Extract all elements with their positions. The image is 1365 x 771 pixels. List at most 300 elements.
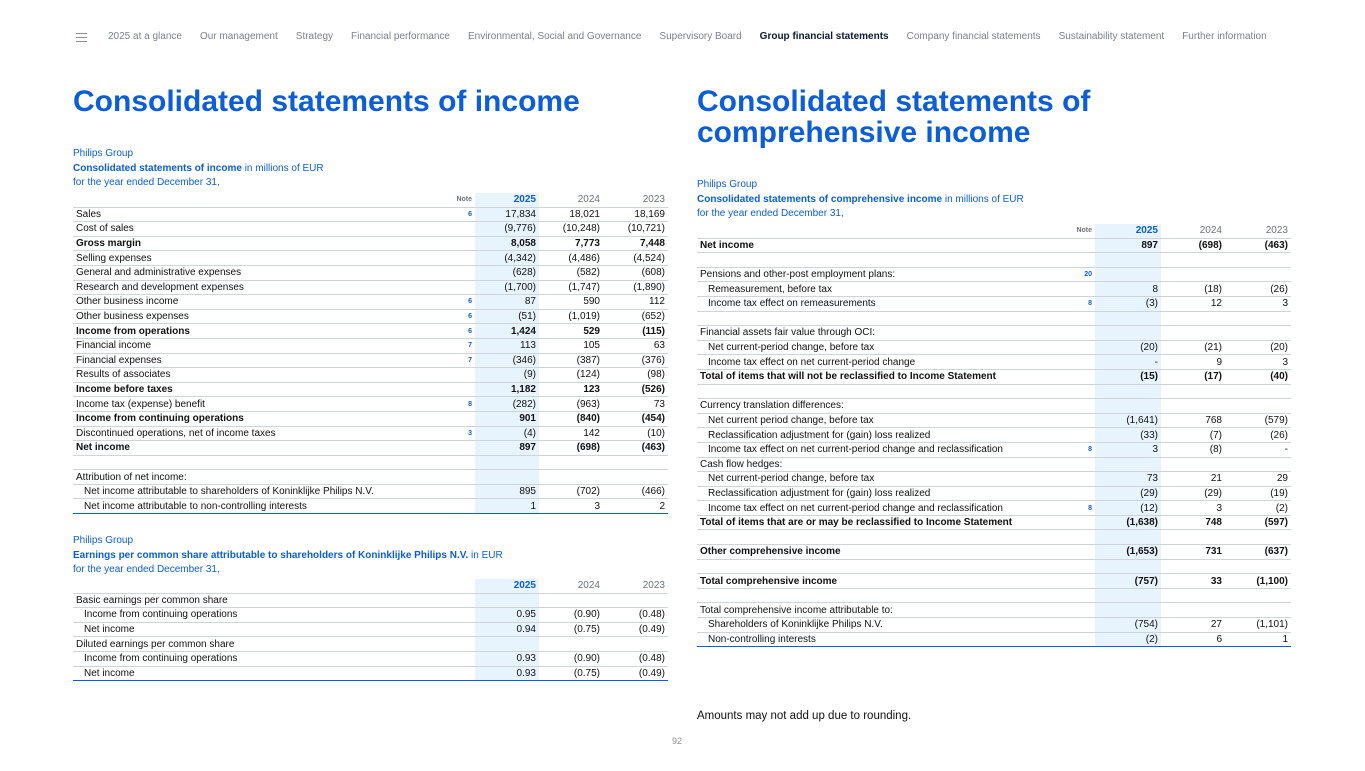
table-row xyxy=(73,309,668,324)
table-row xyxy=(697,282,1291,297)
value-2025 xyxy=(1095,457,1161,472)
value-2025 xyxy=(475,637,539,652)
row-label: Research and development expenses xyxy=(73,280,403,295)
table-row xyxy=(73,411,668,426)
eps-cap-period: for the year ended December 31, xyxy=(73,564,220,575)
nav-item[interactable]: Our management xyxy=(199,31,278,42)
row-label: Discontinued operations, net of income taxes xyxy=(73,426,403,441)
row-label: Net current-period change, before tax xyxy=(697,472,1027,487)
value-2025: 113 xyxy=(475,338,539,353)
nav-item[interactable]: Further information xyxy=(1182,31,1267,42)
nav-item[interactable]: Company financial statements xyxy=(906,31,1041,42)
value-2024: 748 xyxy=(1161,515,1225,530)
table-row xyxy=(697,501,1291,516)
note-ref xyxy=(1027,413,1095,428)
value-2025 xyxy=(1095,588,1161,603)
value-2024: 105 xyxy=(539,338,603,353)
value-2023 xyxy=(603,470,668,485)
value-2024: (21) xyxy=(1161,340,1225,355)
value-2025: (15) xyxy=(1095,369,1161,384)
row-label: General and administrative expenses xyxy=(73,265,403,280)
value-2023: (376) xyxy=(603,353,668,368)
row-label: Income tax (expense) benefit xyxy=(73,397,403,412)
row-label: Net income xyxy=(697,238,1027,253)
value-2023: 73 xyxy=(603,397,668,412)
table-row xyxy=(73,666,668,681)
comprehensive-table xyxy=(697,224,1291,647)
note-ref xyxy=(403,265,475,280)
header-year: 2025 xyxy=(475,579,539,593)
value-2023: (0.49) xyxy=(603,622,668,637)
value-2023: (2) xyxy=(1225,501,1291,516)
value-2025: 3 xyxy=(1095,442,1161,457)
header-year: 2025 xyxy=(475,193,539,207)
table-row xyxy=(697,618,1291,633)
income-cap-period: for the year ended December 31, xyxy=(73,177,220,188)
table-row xyxy=(697,457,1291,472)
value-2025: 897 xyxy=(1095,238,1161,253)
value-2024: 3 xyxy=(539,499,603,514)
value-2025: (2) xyxy=(1095,632,1161,647)
note-ref: 6 xyxy=(403,309,475,324)
value-2024: 6 xyxy=(1161,632,1225,647)
value-2024 xyxy=(1161,384,1225,399)
table-row xyxy=(697,253,1291,268)
note-ref xyxy=(403,441,475,456)
table-row xyxy=(697,413,1291,428)
value-2024 xyxy=(1161,399,1225,414)
value-2023: (608) xyxy=(603,265,668,280)
table-row xyxy=(73,426,668,441)
value-2024: (29) xyxy=(1161,486,1225,501)
row-label: Income from operations xyxy=(73,324,403,339)
table-row xyxy=(73,295,668,310)
row-label: Reclassification adjustment for (gain) loss realized xyxy=(697,428,1027,443)
row-label: Net current-period change, before tax xyxy=(697,340,1027,355)
nav-item[interactable]: Sustainability statement xyxy=(1058,31,1165,42)
eps-caption xyxy=(73,534,503,578)
table-row xyxy=(697,515,1291,530)
value-2025 xyxy=(475,593,539,608)
row-label: Other business income xyxy=(73,295,403,310)
table-row xyxy=(73,280,668,295)
note-ref: 20 xyxy=(1027,267,1095,282)
row-label: Net income xyxy=(73,622,475,637)
note-ref xyxy=(1027,559,1095,574)
note-ref xyxy=(1027,282,1095,297)
value-2024 xyxy=(1161,588,1225,603)
value-2024: 3 xyxy=(1161,501,1225,516)
value-2023: (10,721) xyxy=(603,222,668,237)
table-row xyxy=(697,603,1291,618)
value-2023 xyxy=(1225,559,1291,574)
row-label xyxy=(697,588,1027,603)
value-2024 xyxy=(1161,311,1225,326)
note-ref xyxy=(1027,311,1095,326)
header-row xyxy=(73,579,668,593)
value-2025: 897 xyxy=(475,441,539,456)
value-2024: (10,248) xyxy=(539,222,603,237)
value-2024: (18) xyxy=(1161,282,1225,297)
value-2024 xyxy=(1161,253,1225,268)
row-label: Total comprehensive income xyxy=(697,574,1027,589)
row-label: Results of associates xyxy=(73,368,403,383)
value-2023: 1 xyxy=(1225,632,1291,647)
table-row xyxy=(697,559,1291,574)
value-2025: (4,342) xyxy=(475,251,539,266)
table-row xyxy=(697,326,1291,341)
note-ref xyxy=(1027,340,1095,355)
row-label xyxy=(697,311,1027,326)
value-2025: (1,638) xyxy=(1095,515,1161,530)
income-cap-title: Consolidated statements of income xyxy=(73,162,242,174)
value-2025: (3) xyxy=(1095,296,1161,311)
income-cap-company: Philips Group xyxy=(73,148,134,159)
value-2025: 0.93 xyxy=(475,651,539,666)
row-label: Financial income xyxy=(73,338,403,353)
value-2023: (1,101) xyxy=(1225,618,1291,633)
comprehensive-caption xyxy=(697,178,1024,222)
value-2023 xyxy=(1225,530,1291,545)
table-row xyxy=(73,397,668,412)
value-2024: (7) xyxy=(1161,428,1225,443)
value-2025: - xyxy=(1095,355,1161,370)
value-2025: 895 xyxy=(475,484,539,499)
value-2025 xyxy=(1095,530,1161,545)
value-2025: 0.93 xyxy=(475,666,539,681)
value-2024: (963) xyxy=(539,397,603,412)
note-ref xyxy=(403,470,475,485)
note-ref xyxy=(403,499,475,514)
row-label xyxy=(697,530,1027,545)
income-title: Consolidated statements of income xyxy=(73,85,580,118)
eps-table xyxy=(73,579,668,681)
value-2024: (17) xyxy=(1161,369,1225,384)
table-row xyxy=(73,338,668,353)
header-year: 2023 xyxy=(1225,224,1291,238)
rounding-footnote: Amounts may not add up due to rounding. xyxy=(697,710,912,722)
header-note: Note xyxy=(1027,224,1095,238)
nav-item[interactable]: 2025 at a glance xyxy=(108,31,182,42)
note-ref xyxy=(1027,588,1095,603)
note-ref xyxy=(403,411,475,426)
note-ref xyxy=(1027,457,1095,472)
row-label: Currency translation differences: xyxy=(697,399,1027,414)
value-2024: 529 xyxy=(539,324,603,339)
value-2023: (463) xyxy=(1225,238,1291,253)
value-2023: (115) xyxy=(603,324,668,339)
header-blank xyxy=(697,224,1027,238)
value-2024: (1,747) xyxy=(539,280,603,295)
note-ref xyxy=(1027,355,1095,370)
value-2023: (4,524) xyxy=(603,251,668,266)
value-2023 xyxy=(1225,267,1291,282)
note-ref xyxy=(403,222,475,237)
row-label: Basic earnings per common share xyxy=(73,593,475,608)
nav-item[interactable]: Financial performance xyxy=(351,31,450,42)
table-row xyxy=(697,588,1291,603)
note-ref: 3 xyxy=(403,426,475,441)
value-2025: 901 xyxy=(475,411,539,426)
row-label: Total of items that are or may be reclassified to Income Statement xyxy=(697,515,1027,530)
value-2023: (0.49) xyxy=(603,666,668,681)
value-2025 xyxy=(1095,603,1161,618)
value-2024 xyxy=(539,637,603,652)
row-label xyxy=(697,384,1027,399)
header-row xyxy=(73,193,668,207)
value-2023: 112 xyxy=(603,295,668,310)
value-2023 xyxy=(603,455,668,470)
nav-item[interactable]: Strategy xyxy=(295,31,334,42)
hamburger-menu-icon[interactable] xyxy=(76,33,87,42)
value-2023 xyxy=(603,593,668,608)
value-2023: (652) xyxy=(603,309,668,324)
table-row xyxy=(73,265,668,280)
value-2025 xyxy=(1095,253,1161,268)
table-row xyxy=(697,384,1291,399)
value-2025: 0.95 xyxy=(475,608,539,623)
note-ref xyxy=(1027,574,1095,589)
row-label: Diluted earnings per common share xyxy=(73,637,475,652)
table-row xyxy=(697,574,1291,589)
value-2024: 590 xyxy=(539,295,603,310)
value-2024: (702) xyxy=(539,484,603,499)
value-2025 xyxy=(475,455,539,470)
table-row xyxy=(73,470,668,485)
header-year: 2024 xyxy=(539,579,603,593)
comprehensive-cap-company: Philips Group xyxy=(697,179,758,190)
value-2024: (698) xyxy=(1161,238,1225,253)
row-label: Net current period change, before tax xyxy=(697,413,1027,428)
row-label: Net income attributable to shareholders of Koninklijke Philips N.V. xyxy=(73,484,403,499)
row-label: Remeasurement, before tax xyxy=(697,282,1027,297)
value-2024: 21 xyxy=(1161,472,1225,487)
table-row xyxy=(73,622,668,637)
value-2023: (1,100) xyxy=(1225,574,1291,589)
value-2025: (346) xyxy=(475,353,539,368)
value-2025 xyxy=(475,470,539,485)
value-2025: 8 xyxy=(1095,282,1161,297)
table-row xyxy=(73,499,668,514)
table-row xyxy=(697,472,1291,487)
table-row xyxy=(73,251,668,266)
value-2025: 1,182 xyxy=(475,382,539,397)
value-2025: (20) xyxy=(1095,340,1161,355)
table-row xyxy=(697,355,1291,370)
eps-cap-units: in EUR xyxy=(468,549,503,561)
row-label: Other comprehensive income xyxy=(697,545,1027,560)
value-2023: (1,890) xyxy=(603,280,668,295)
value-2023: (463) xyxy=(603,441,668,456)
note-ref xyxy=(1027,253,1095,268)
note-ref: 6 xyxy=(403,295,475,310)
value-2025: (1,641) xyxy=(1095,413,1161,428)
table-row xyxy=(73,382,668,397)
nav-item[interactable]: Environmental, Social and Governance xyxy=(467,31,642,42)
note-ref: 6 xyxy=(403,207,475,222)
table-row xyxy=(697,399,1291,414)
income-cap-units: in millions of EUR xyxy=(241,162,324,174)
nav-item[interactable]: Group financial statements xyxy=(759,31,889,42)
value-2024: (840) xyxy=(539,411,603,426)
header-blank xyxy=(73,579,475,593)
table-row xyxy=(73,455,668,470)
value-2025: (1,653) xyxy=(1095,545,1161,560)
row-label xyxy=(697,253,1027,268)
note-ref: 7 xyxy=(403,353,475,368)
note-ref xyxy=(1027,399,1095,414)
row-label: Cost of sales xyxy=(73,222,403,237)
header-year: 2023 xyxy=(603,193,668,207)
value-2025: (51) xyxy=(475,309,539,324)
note-ref: 8 xyxy=(1027,296,1095,311)
value-2023: 3 xyxy=(1225,296,1291,311)
value-2025: (754) xyxy=(1095,618,1161,633)
value-2025: (29) xyxy=(1095,486,1161,501)
value-2023: (579) xyxy=(1225,413,1291,428)
nav-item[interactable]: Supervisory Board xyxy=(659,31,742,42)
header-blank xyxy=(73,193,403,207)
header-row xyxy=(697,224,1291,238)
table-row xyxy=(697,486,1291,501)
value-2024: 12 xyxy=(1161,296,1225,311)
value-2025 xyxy=(1095,267,1161,282)
value-2023 xyxy=(1225,399,1291,414)
row-label: Other business expenses xyxy=(73,309,403,324)
note-ref xyxy=(1027,238,1095,253)
value-2023 xyxy=(1225,384,1291,399)
table-row xyxy=(73,637,668,652)
value-2024 xyxy=(1161,457,1225,472)
table-row xyxy=(697,369,1291,384)
value-2025: (1,700) xyxy=(475,280,539,295)
value-2024: 7,773 xyxy=(539,236,603,251)
value-2025: 87 xyxy=(475,295,539,310)
header-year: 2025 xyxy=(1095,224,1161,238)
note-ref xyxy=(403,236,475,251)
value-2025: 1,424 xyxy=(475,324,539,339)
value-2025 xyxy=(1095,559,1161,574)
value-2023 xyxy=(1225,311,1291,326)
table-row xyxy=(73,236,668,251)
value-2024 xyxy=(539,593,603,608)
header-year: 2023 xyxy=(603,579,668,593)
note-ref xyxy=(1027,486,1095,501)
value-2023: 63 xyxy=(603,338,668,353)
value-2023: (597) xyxy=(1225,515,1291,530)
value-2023: 2 xyxy=(603,499,668,514)
row-label: Total of items that will not be reclassified to Income Statement xyxy=(697,369,1027,384)
row-label: Net income xyxy=(73,666,475,681)
value-2023 xyxy=(1225,588,1291,603)
value-2024: (0.75) xyxy=(539,666,603,681)
value-2024: (124) xyxy=(539,368,603,383)
top-navigation xyxy=(0,0,1365,74)
table-row xyxy=(697,530,1291,545)
value-2023: (40) xyxy=(1225,369,1291,384)
value-2023: 29 xyxy=(1225,472,1291,487)
row-label: Selling expenses xyxy=(73,251,403,266)
row-label: Income tax effect on net current-period change and reclassification xyxy=(697,442,1027,457)
value-2025: 0.94 xyxy=(475,622,539,637)
value-2025: 73 xyxy=(1095,472,1161,487)
value-2023: - xyxy=(1225,442,1291,457)
note-ref xyxy=(1027,603,1095,618)
value-2024: (387) xyxy=(539,353,603,368)
table-row xyxy=(73,207,668,222)
income-caption xyxy=(73,147,324,191)
value-2023: (10) xyxy=(603,426,668,441)
row-label: Attribution of net income: xyxy=(73,470,403,485)
note-ref xyxy=(403,382,475,397)
value-2024: 731 xyxy=(1161,545,1225,560)
comprehensive-title-line2: comprehensive income xyxy=(697,116,1031,149)
value-2024: 9 xyxy=(1161,355,1225,370)
value-2024: 27 xyxy=(1161,618,1225,633)
value-2024: 768 xyxy=(1161,413,1225,428)
row-label: Total comprehensive income attributable to: xyxy=(697,603,1027,618)
row-label: Income tax effect on net current-period change xyxy=(697,355,1027,370)
note-ref: 7 xyxy=(403,338,475,353)
value-2023 xyxy=(1225,326,1291,341)
value-2024 xyxy=(1161,267,1225,282)
row-label: Non-controlling interests xyxy=(697,632,1027,647)
value-2023: 7,448 xyxy=(603,236,668,251)
note-ref: 6 xyxy=(403,324,475,339)
value-2024: 142 xyxy=(539,426,603,441)
row-label: Net income attributable to non-controlling interests xyxy=(73,499,403,514)
row-label: Income from continuing operations xyxy=(73,411,403,426)
row-label: Income from continuing operations xyxy=(73,608,475,623)
table-row xyxy=(697,296,1291,311)
value-2024: (8) xyxy=(1161,442,1225,457)
row-label xyxy=(697,559,1027,574)
table-row xyxy=(73,353,668,368)
value-2023 xyxy=(1225,603,1291,618)
row-label: Financial assets fair value through OCI: xyxy=(697,326,1027,341)
value-2023: 18,169 xyxy=(603,207,668,222)
table-row xyxy=(73,608,668,623)
value-2024 xyxy=(1161,559,1225,574)
value-2024: 18,021 xyxy=(539,207,603,222)
note-ref xyxy=(403,251,475,266)
value-2025 xyxy=(1095,384,1161,399)
value-2023: (637) xyxy=(1225,545,1291,560)
value-2024: (0.90) xyxy=(539,651,603,666)
table-row xyxy=(697,311,1291,326)
table-row xyxy=(73,484,668,499)
note-ref xyxy=(1027,384,1095,399)
row-label: Reclassification adjustment for (gain) loss realized xyxy=(697,486,1027,501)
table-row xyxy=(697,545,1291,560)
row-label: Shareholders of Koninklijke Philips N.V. xyxy=(697,618,1027,633)
comprehensive-cap-title: Consolidated statements of comprehensive income xyxy=(697,193,943,205)
value-2025 xyxy=(1095,399,1161,414)
value-2025: (4) xyxy=(475,426,539,441)
value-2024 xyxy=(1161,603,1225,618)
row-label xyxy=(73,455,403,470)
eps-cap-title: Earnings per common share attributable to shareholders of Koninklijke Philips N.V. xyxy=(73,549,469,561)
value-2023: (454) xyxy=(603,411,668,426)
note-ref xyxy=(1027,515,1095,530)
value-2023: (466) xyxy=(603,484,668,499)
note-ref xyxy=(403,280,475,295)
row-label: Sales xyxy=(73,207,403,222)
value-2024 xyxy=(1161,326,1225,341)
page-number: 92 xyxy=(672,736,683,746)
note-ref xyxy=(403,368,475,383)
table-row xyxy=(73,222,668,237)
